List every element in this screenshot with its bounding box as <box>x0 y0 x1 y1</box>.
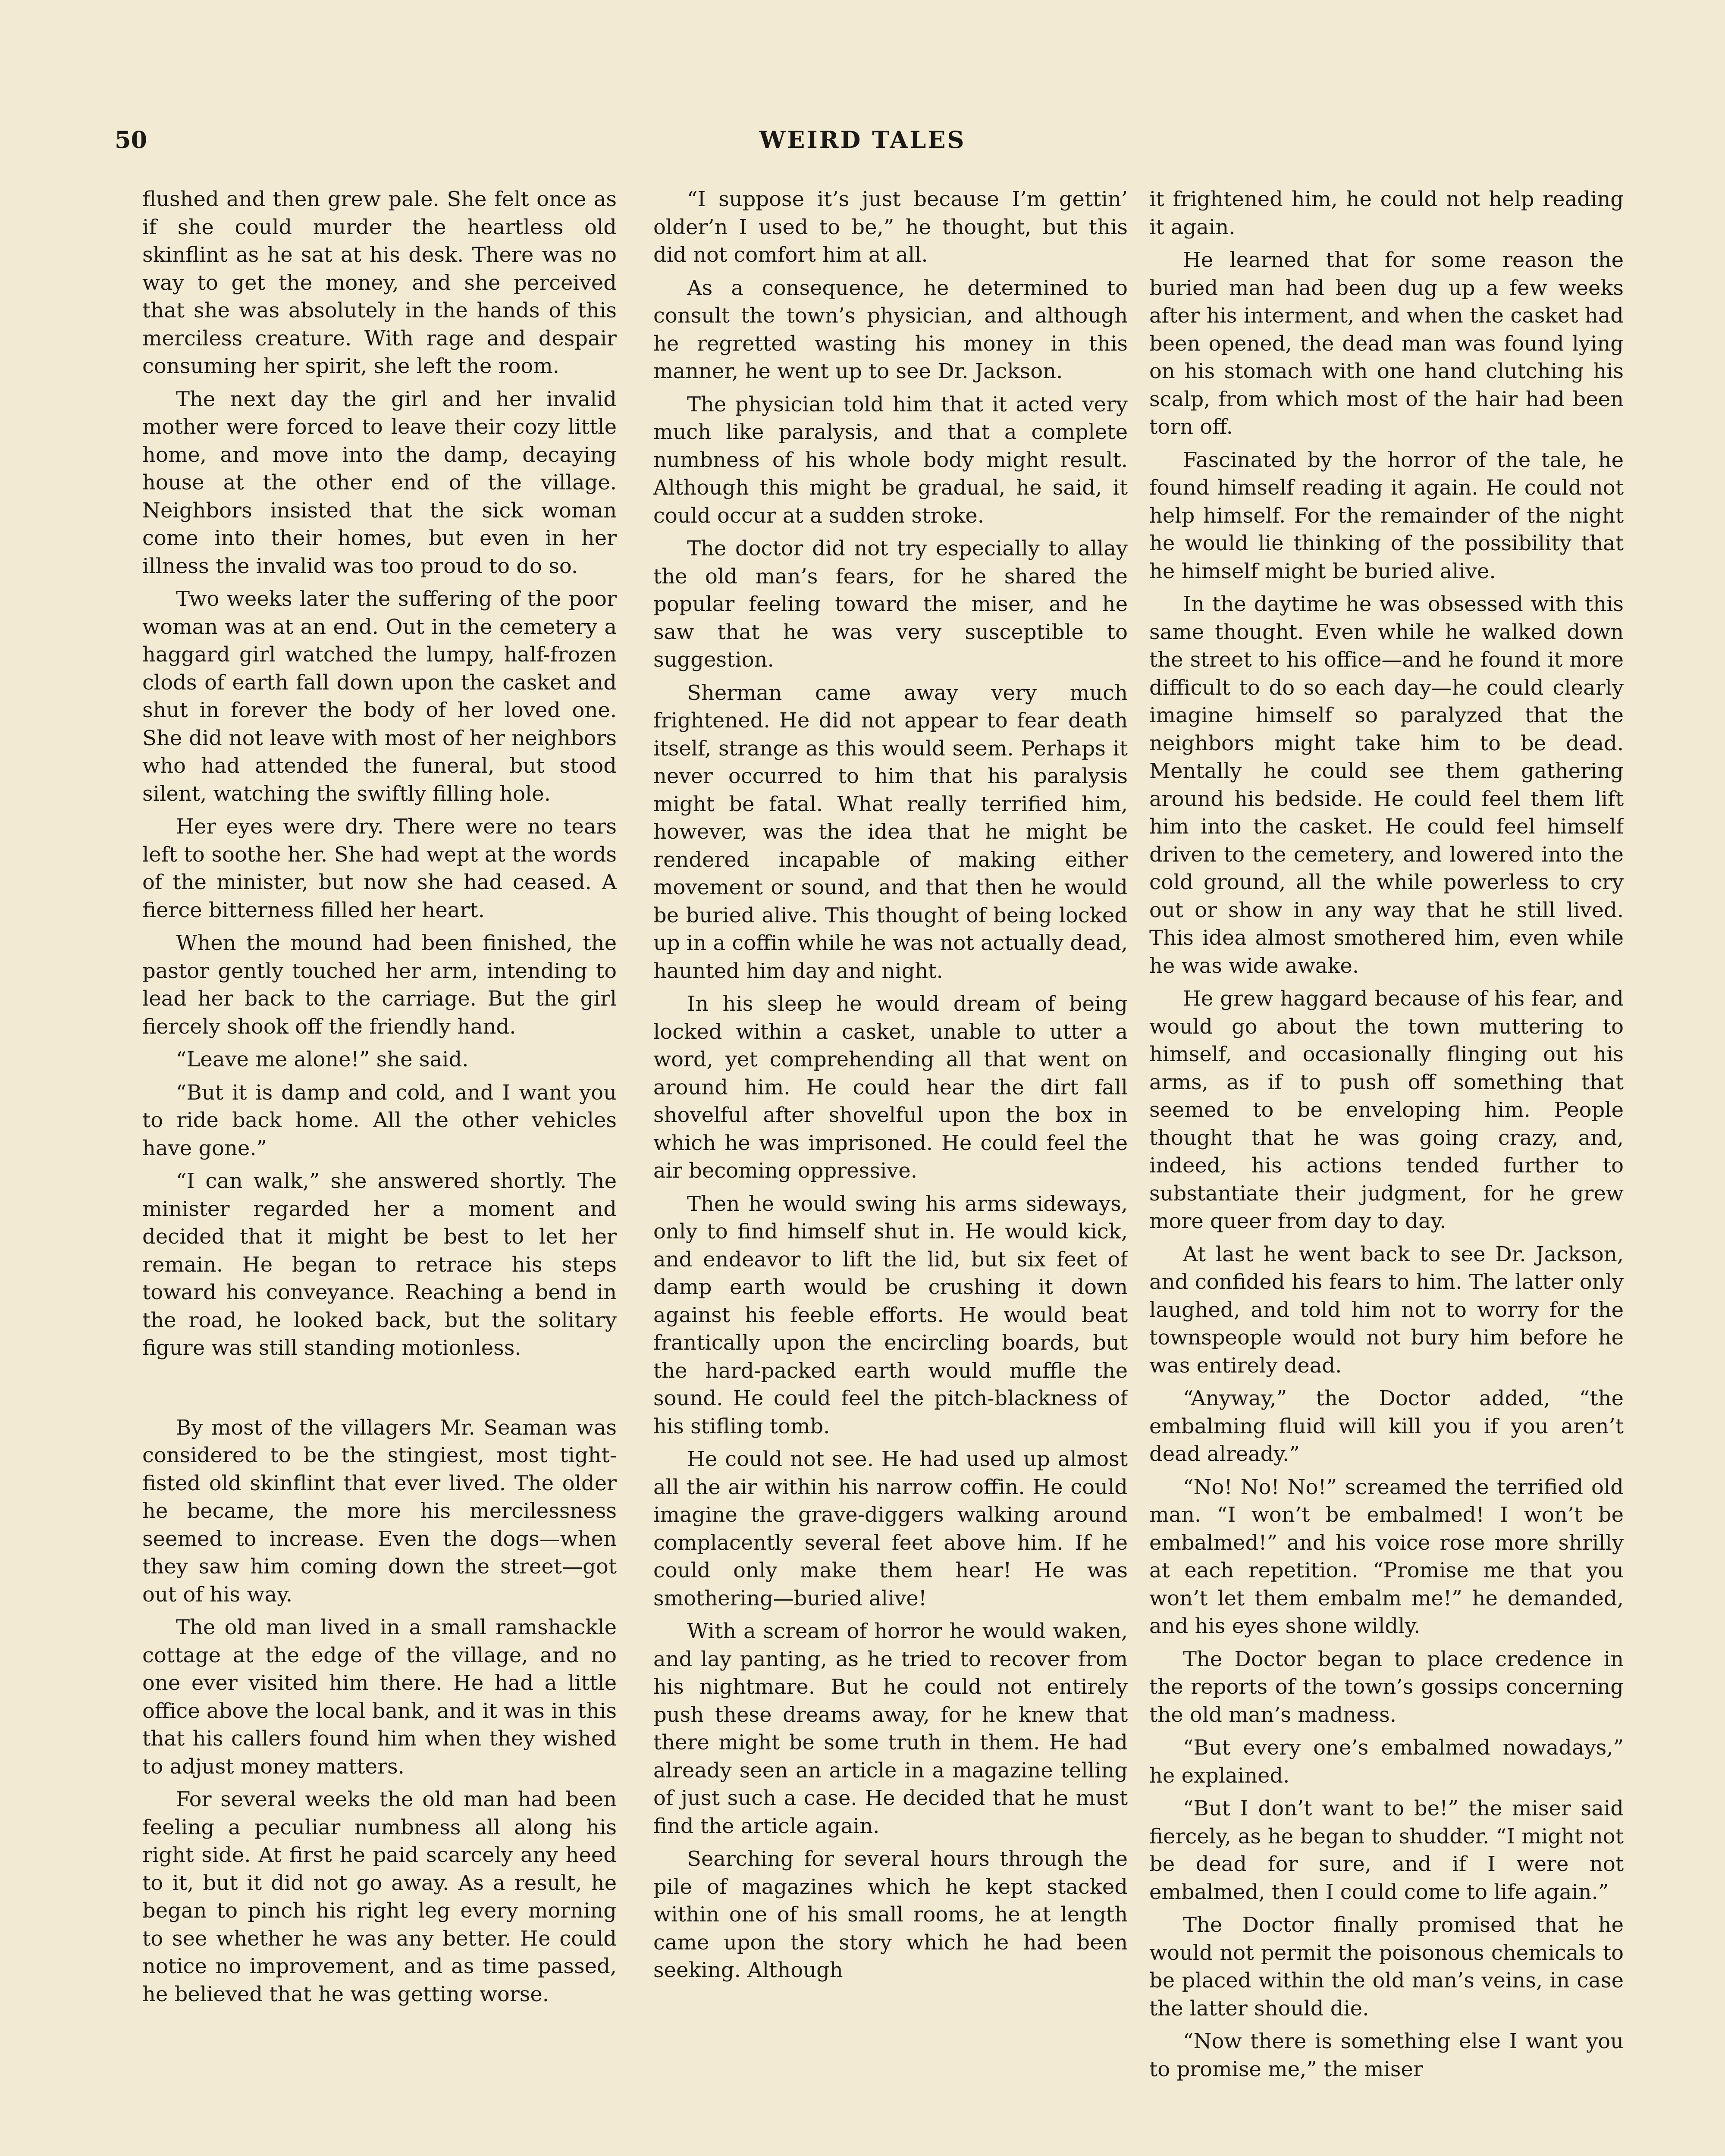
paragraph: The doctor did not try especially to allay the old man’s fears, for he shared the popular feeling toward the miser, and he saw that he was very susceptible to suggestion. <box>653 536 1128 672</box>
page-header <box>111 126 1614 165</box>
paragraph: With a scream of horror he would waken, and lay panting, as he tried to recover from his nightmare. But he could not entirely push these dreams away, for he knew that there might be some truth in them. He had already seen an article in a magazine telling of just such a case. He decided that he must find the article again. <box>653 1619 1128 1838</box>
paragraph: “Anyway,” the Doctor added, “the embalming fluid will kill you if you aren’t dead already.” <box>1149 1386 1624 1466</box>
paragraph: He learned that for some reason the buried man had been dug up a few weeks after his interment, and when the casket had been opened, the dead man was found lying on his stomach with one hand clutching his scalp, from which most of the hair had been torn off. <box>1149 248 1624 439</box>
paragraph: Fascinated by the horror of the tale, he found himself reading it again. He could not help himself. For the remainder of the night he would lie thinking of the possibility that he himself might be buried alive. <box>1149 448 1624 583</box>
paragraph: When the mound had been finished, the pastor gently touched her arm, intending to lead her back to the carriage. But the girl fiercely shook off the friendly hand. <box>142 931 617 1039</box>
paragraph: “I can walk,” she answered shortly. The minister regarded her a moment and decided that it might be best to let her remain. He began to retrace his steps toward his conveyance. Reaching a bend in the road, he looked back, but the solitary figure was still standing motionless. <box>142 1169 617 1360</box>
paragraph: “No! No! No!” screamed the terrified old man. “I won’t be embalmed! I won’t be embalmed!” and his voice rose more shrilly at each repetition. “Promise me that you won’t let them embalm me!” he demanded, and his eyes shone wildly. <box>1149 1475 1624 1638</box>
paragraph: flushed and then grew pale. She felt once as if she could murder the heartless old skinflint as he sat at his desk. There was no way to get the money, and she perceived that she was absolutely in the hands of this merciless creature. With rage and despair consuming her spirit, she left the room. <box>142 187 617 378</box>
paragraph: “But every one’s embalmed nowadays,” he explained. <box>1149 1736 1624 1788</box>
paragraph: In his sleep he would dream of being locked within a casket, unable to utter a word, yet comprehending all that went on around him. He could hear the dirt fall shovelful after shovelful upon the box in which he was imprisoned. He could feel the air becoming oppressive. <box>653 992 1128 1183</box>
paragraph: Searching for several hours through the pile of magazines which he kept stacked within one of his small rooms, he at length came upon the story which he had been seeking. Although <box>653 1847 1128 1982</box>
text-column-2 <box>653 185 1128 2156</box>
text-column-3 <box>1149 185 1624 2156</box>
paragraph: He grew haggard because of his fear, and would go about the town muttering to himself, and occasionally flinging out his arms, as if to push off something that seemed to be enveloping him. People thought that he was going crazy, and, indeed, his actions tended further to substantiate their judgment, for he grew more queer from day to day. <box>1149 987 1624 1233</box>
text-column-1 <box>142 185 617 2156</box>
paragraph: “Leave me alone!” she said. <box>176 1047 469 1072</box>
paragraph: it frightened him, he could not help reading it again. <box>1149 187 1624 239</box>
paragraph: Sherman came away very much frightened. He did not appear to fear death itself, strange as this would seem. Perhaps it never occurred to him that his paralysis might be fatal. What really terrified him, however, was the idea that he might be rendered incapable of making either movement or sound, and that then he would be buried alive. This thought of being locked up in a coffin while he was not actually dead, haunted him day and night. <box>653 680 1128 983</box>
paragraph: “Now there is something else I want you to promise me,” the miser <box>1149 2029 1624 2081</box>
paragraph: At last he went back to see Dr. Jackson, and confided his fears to him. The latter only laughed, and told him not to worry for the townspeople would not bury him before he was entirely dead. <box>1149 1242 1624 1378</box>
running-title: WEIRD TALES <box>759 126 966 154</box>
paragraph: The old man lived in a small ramshackle cottage at the edge of the village, and no one ever visited him there. He had a little office above the local bank, and it was in this that his callers found him when they wished to adjust money matters. <box>142 1615 617 1779</box>
paragraph: By most of the villagers Mr. Seaman was considered to be the stingiest, most tight-fisted old skinflint that ever lived. The older he became, the more his mercilessness seemed to increase. Even the dogs—when they saw him coming down the street—got out of his way. <box>142 1415 617 1607</box>
paragraph: For several weeks the old man had been feeling a peculiar numbness all along his right side. At first he paid scarcely any heed to it, but it did not go away. As a result, he began to pinch his right leg every morning to see whether he was any better. He could notice no improvement, and as time passed, he believed that he was getting worse. <box>142 1787 617 2006</box>
paragraph: The Doctor began to place credence in the reports of the town’s gossips concerning the old man’s madness. <box>1149 1647 1624 1727</box>
paragraph: Then he would swing his arms sideways, only to find himself shut in. He would kick, and endeavor to lift the lid, but six feet of damp earth would be crushing it down against his feeble efforts. He would beat frantically upon the encircling boards, but the hard-packed earth would muffle the sound. He could feel the pitch-blackness of his stifling tomb. <box>653 1191 1128 1438</box>
paragraph: Two weeks later the suffering of the poor woman was at an end. Out in the cemetery a haggard girl watched the lumpy, half-frozen clods of earth fall down upon the casket and shut in forever the body of her loved one. She did not leave with most of her neighbors who had attended the funeral, but stood silent, watching the swiftly filling hole. <box>142 587 617 806</box>
paragraph: The next day the girl and her invalid mother were forced to leave their cozy little home, and move into the damp, decaying house at the other end of the village. Neighbors insisted that the sick woman come into their homes, but even in her illness the invalid was too proud to do so. <box>142 387 617 578</box>
paragraph: He could not see. He had used up almost all the air within his narrow coffin. He could imagine the grave-diggers walking around complacently several feet above him. If he could only make them hear! He was smothering—buried alive! <box>653 1447 1128 1611</box>
paragraph: As a consequence, he determined to consult the town’s physician, and although he regretted wasting his money in this manner, he went up to see Dr. Jackson. <box>653 276 1128 383</box>
paragraph: Her eyes were dry. There were no tears left to soothe her. She had wept at the words of the minister, but now she had ceased. A fierce bitterness filled her heart. <box>142 815 617 922</box>
paragraph: “I suppose it’s just because I’m gettin’ older’n I used to be,” he thought, but this did not comfort him at all. <box>653 187 1128 267</box>
paragraph: The Doctor finally promised that he would not permit the poisonous chemicals to be placed within the old man’s veins, in case the latter should die. <box>1149 1913 1624 2021</box>
paragraph: “But I don’t want to be!” the miser said fiercely, as he began to shudder. “I might not be dead for sure, and if I were not embalmed, then I could come to life again.” <box>1149 1796 1624 1904</box>
paragraph: In the daytime he was obsessed with this same thought. Even while he walked down the street to his office—and he found it more difficult to do so each day—he could clearly imagine himself so paralyzed that the neighbors might take him to be dead. Mentally he could see them gathering around his bedside. He could feel them lift him into the casket. He could feel himself driven to the cemetery, and lowered into the cold ground, all the while powerless to cry out or show in any way that he still lived. This idea almost smothered him, even while he was wide awake. <box>1149 592 1624 978</box>
paragraph: “But it is damp and cold, and I want you to ride back home. All the other vehicles have gone.” <box>142 1080 617 1160</box>
page-number: 50 <box>115 126 147 154</box>
paragraph: The physician told him that it acted very much like paralysis, and that a complete numbness of his whole body might result. Although this might be gradual, he said, it could occur at a sudden stroke. <box>653 392 1128 528</box>
